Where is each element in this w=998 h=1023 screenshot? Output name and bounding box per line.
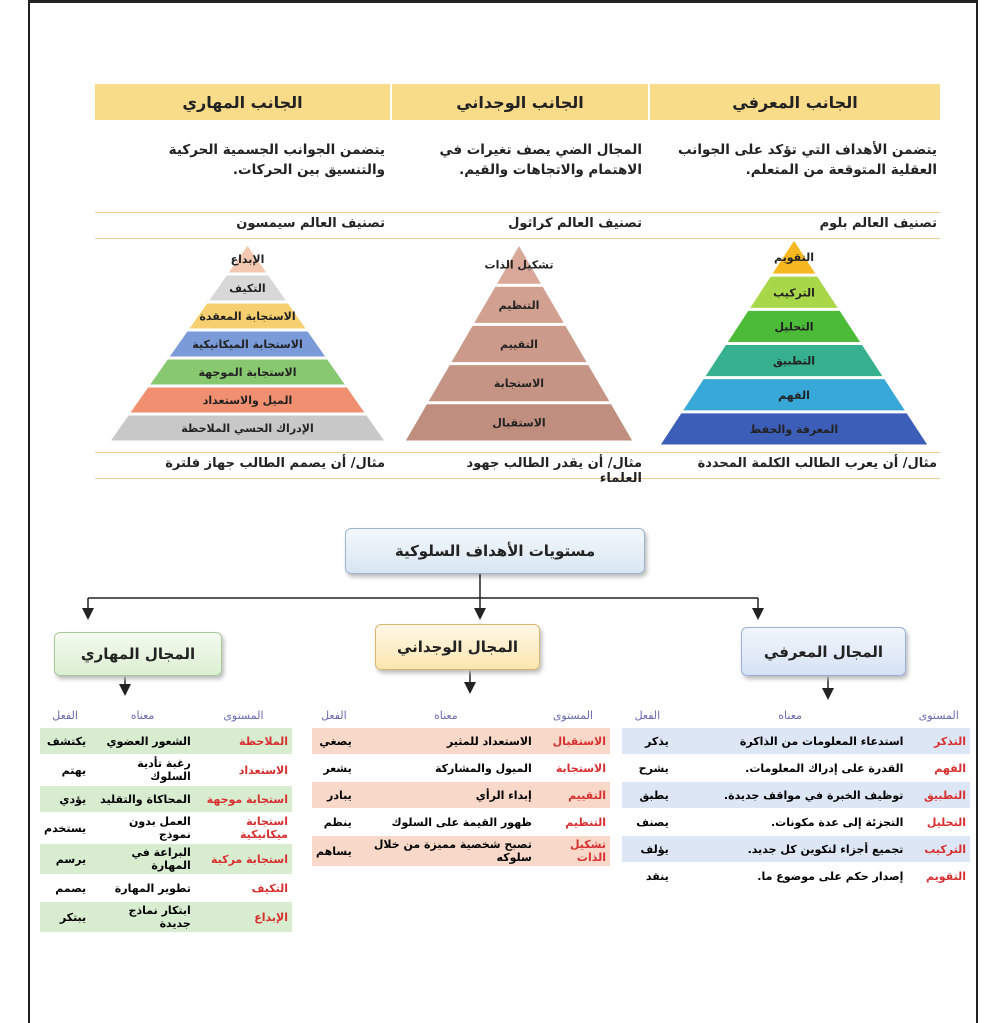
cell-level: استجابة مركبة [195, 844, 292, 875]
pyramid-level-label: التكيف [229, 282, 266, 295]
cell-level: الاستجابة [536, 755, 610, 782]
cell-verb: ينقد [622, 863, 673, 890]
cell-level: التقييم [536, 782, 610, 809]
cell-level: التطبيق [907, 782, 970, 809]
column-header-verb: الفعل [312, 703, 356, 728]
column-header-level: المستوى [907, 703, 970, 728]
cell-meaning: القدرة على إدراك المعلومات. [673, 755, 908, 782]
cell-level: التكيف [195, 875, 292, 902]
pyramid-level-label: التنظيم [498, 298, 540, 312]
table-row [622, 782, 970, 809]
table-header-row [312, 703, 610, 728]
table-row [40, 728, 292, 755]
cell-verb: يستخدم [40, 813, 90, 844]
pyramid-level-label: التحليل [774, 320, 814, 334]
column-header-verb: الفعل [40, 703, 90, 728]
pyramid-level-label: الإبداع [230, 253, 265, 266]
table-header-row [622, 703, 970, 728]
affective-classification: تصنيف العالم كراثول [508, 216, 642, 231]
table-row [312, 728, 610, 755]
table-row [312, 755, 610, 782]
cell-verb: يبادر [312, 782, 356, 809]
cognitive-description: يتضمن الأهداف التي تؤكد على الجوانب العقلية المتوقعة من المتعلم. [677, 142, 937, 178]
cell-meaning: البراعة في المهارة [90, 844, 195, 875]
pyramid-level-label: الاستجابة [493, 377, 545, 391]
cell-verb: يطبق [622, 782, 673, 809]
table-row [40, 875, 292, 902]
cell-meaning: توظيف الخبرة في مواقف جديدة. [673, 782, 908, 809]
skill-domain-node: المجال المهاري [54, 632, 222, 676]
cell-verb: يكتشف [40, 728, 90, 755]
skill-example: مثال/ أن يصمم الطالب جهاز فلترة [165, 456, 385, 471]
pyramid-level-label: التقويم [774, 251, 814, 265]
pyramid-level-label: التركيب [773, 286, 815, 300]
table-row [40, 844, 292, 875]
cell-verb: ينظم [312, 809, 356, 836]
cell-meaning: ظهور القيمة على السلوك [356, 809, 536, 836]
cell-verb: يشعر [312, 755, 356, 782]
pyramid-level-label: الفهم [778, 388, 810, 402]
cell-verb: يصنف [622, 809, 673, 836]
cell-level: تشكيل الذات [536, 836, 610, 867]
pyramid-level-label: الإدراك الحسي الملاحظة [181, 422, 314, 435]
cell-level: الفهم [907, 755, 970, 782]
cell-level: التنظيم [536, 809, 610, 836]
skill-column-header: الجانب المهاري [95, 84, 390, 120]
affective-example: مثال/ أن يقدر الطالب جهود العلماء [466, 456, 642, 486]
cell-meaning: تجميع أجزاء لتكوين كل جديد. [673, 836, 908, 863]
skill-classification: تصنيف العالم سيمسون [236, 216, 385, 231]
cell-verb: يؤدي [40, 786, 90, 813]
table-row [622, 863, 970, 890]
table-row [312, 836, 610, 867]
table-header-row [40, 703, 292, 728]
table-row [312, 809, 610, 836]
cognitive-domain-node: المجال المعرفي [741, 627, 906, 676]
pyramid-level-label: المعرفة والحفظ [749, 422, 839, 436]
affective-levels-table [312, 703, 610, 867]
cell-meaning: الميول والمشاركة [356, 755, 536, 782]
pyramid-level-label: التقييم [500, 338, 538, 351]
cell-verb: يرسم [40, 844, 90, 875]
cell-level: الاستعداد [195, 755, 292, 786]
cell-verb: يساهم [312, 836, 356, 867]
pyramid-level-label: الميل والاستعداد [202, 394, 293, 407]
cell-meaning: استدعاء المعلومات من الذاكرة [673, 728, 908, 755]
cognitive-classification: تصنيف العالم بلوم [819, 216, 937, 231]
cell-verb: يذكر [622, 728, 673, 755]
table-row [40, 786, 292, 813]
column-header-meaning: معناه [356, 703, 536, 728]
cognitive-example: مثال/ أن يعرب الطالب الكلمة المحددة [697, 456, 937, 471]
cell-meaning: إبداء الرأي [356, 782, 536, 809]
pyramid-level-label: الاستجابة الموجهة [198, 366, 297, 379]
cell-level: استجابة ميكانيكية [195, 813, 292, 844]
cell-verb: يهتم [40, 755, 90, 786]
cell-level: التركيب [907, 836, 970, 863]
cell-level: الإبداع [195, 902, 292, 933]
pyramid-level-label: الاستقبال [492, 416, 546, 430]
cell-level: الاستقبال [536, 728, 610, 755]
column-header-verb: الفعل [622, 703, 673, 728]
pyramid-level-label: التطبيق [772, 354, 816, 368]
column-header-meaning: معناه [90, 703, 195, 728]
affective-domain-node: المجال الوجداني [375, 624, 540, 670]
cell-level: التقويم [907, 863, 970, 890]
cell-level: الملاحظة [195, 728, 292, 755]
cell-meaning: الشعور العضوي [90, 728, 195, 755]
cell-meaning: العمل بدون نموذج [90, 813, 195, 844]
cell-verb: يؤلف [622, 836, 673, 863]
cell-meaning: التجزئة إلى عدة مكونات. [673, 809, 908, 836]
column-header-level: المستوى [195, 703, 292, 728]
cell-level: استجابة موجهة [195, 786, 292, 813]
affective-description: المجال الضي يصف تغيرات في الاهتمام والاتجاهات والقيم. [439, 142, 642, 178]
skill-levels-table [40, 703, 292, 933]
cell-verb: يشرح [622, 755, 673, 782]
pyramid-level-label: الاستجابة الميكانيكية [192, 338, 303, 351]
table-row [40, 813, 292, 844]
cell-meaning: رغبة تأدية السلوك [90, 755, 195, 786]
cell-meaning: إصدار حكم على موضوع ما. [673, 863, 908, 890]
cell-level: التذكر [907, 728, 970, 755]
pyramid-level-label: تشكيل الذات [484, 258, 554, 272]
table-row [40, 755, 292, 786]
column-header-meaning: معناه [673, 703, 908, 728]
skill-description: يتضمن الجوانب الجسمية الحركية والتنسيق بين الحركات. [168, 142, 385, 178]
affective-column-header: الجانب الوجداني [392, 84, 648, 120]
cognitive-levels-table [622, 703, 970, 890]
cell-meaning: تطوير المهارة [90, 875, 195, 902]
table-row [40, 902, 292, 933]
cognitive-column-header: الجانب المعرفي [650, 84, 940, 120]
column-header-level: المستوى [536, 703, 610, 728]
table-row [622, 809, 970, 836]
table-row [622, 755, 970, 782]
cell-level: التحليل [907, 809, 970, 836]
root-node: مستويات الأهداف السلوكية [345, 528, 645, 574]
table-row [312, 782, 610, 809]
pyramid-level-label: الاستجابة المعقدة [199, 310, 296, 323]
cell-verb: يصمم [40, 875, 90, 902]
cell-verb: يبتكر [40, 902, 90, 933]
cell-meaning: الاستعداد للمثير [356, 728, 536, 755]
cell-meaning: المحاكاة والتقليد [90, 786, 195, 813]
cell-verb: يصغي [312, 728, 356, 755]
cell-meaning: تصبح شخصية مميزة من خلال سلوكه [356, 836, 536, 867]
table-row [622, 836, 970, 863]
table-row [622, 728, 970, 755]
cell-meaning: ابتكار نماذج جديدة [90, 902, 195, 933]
